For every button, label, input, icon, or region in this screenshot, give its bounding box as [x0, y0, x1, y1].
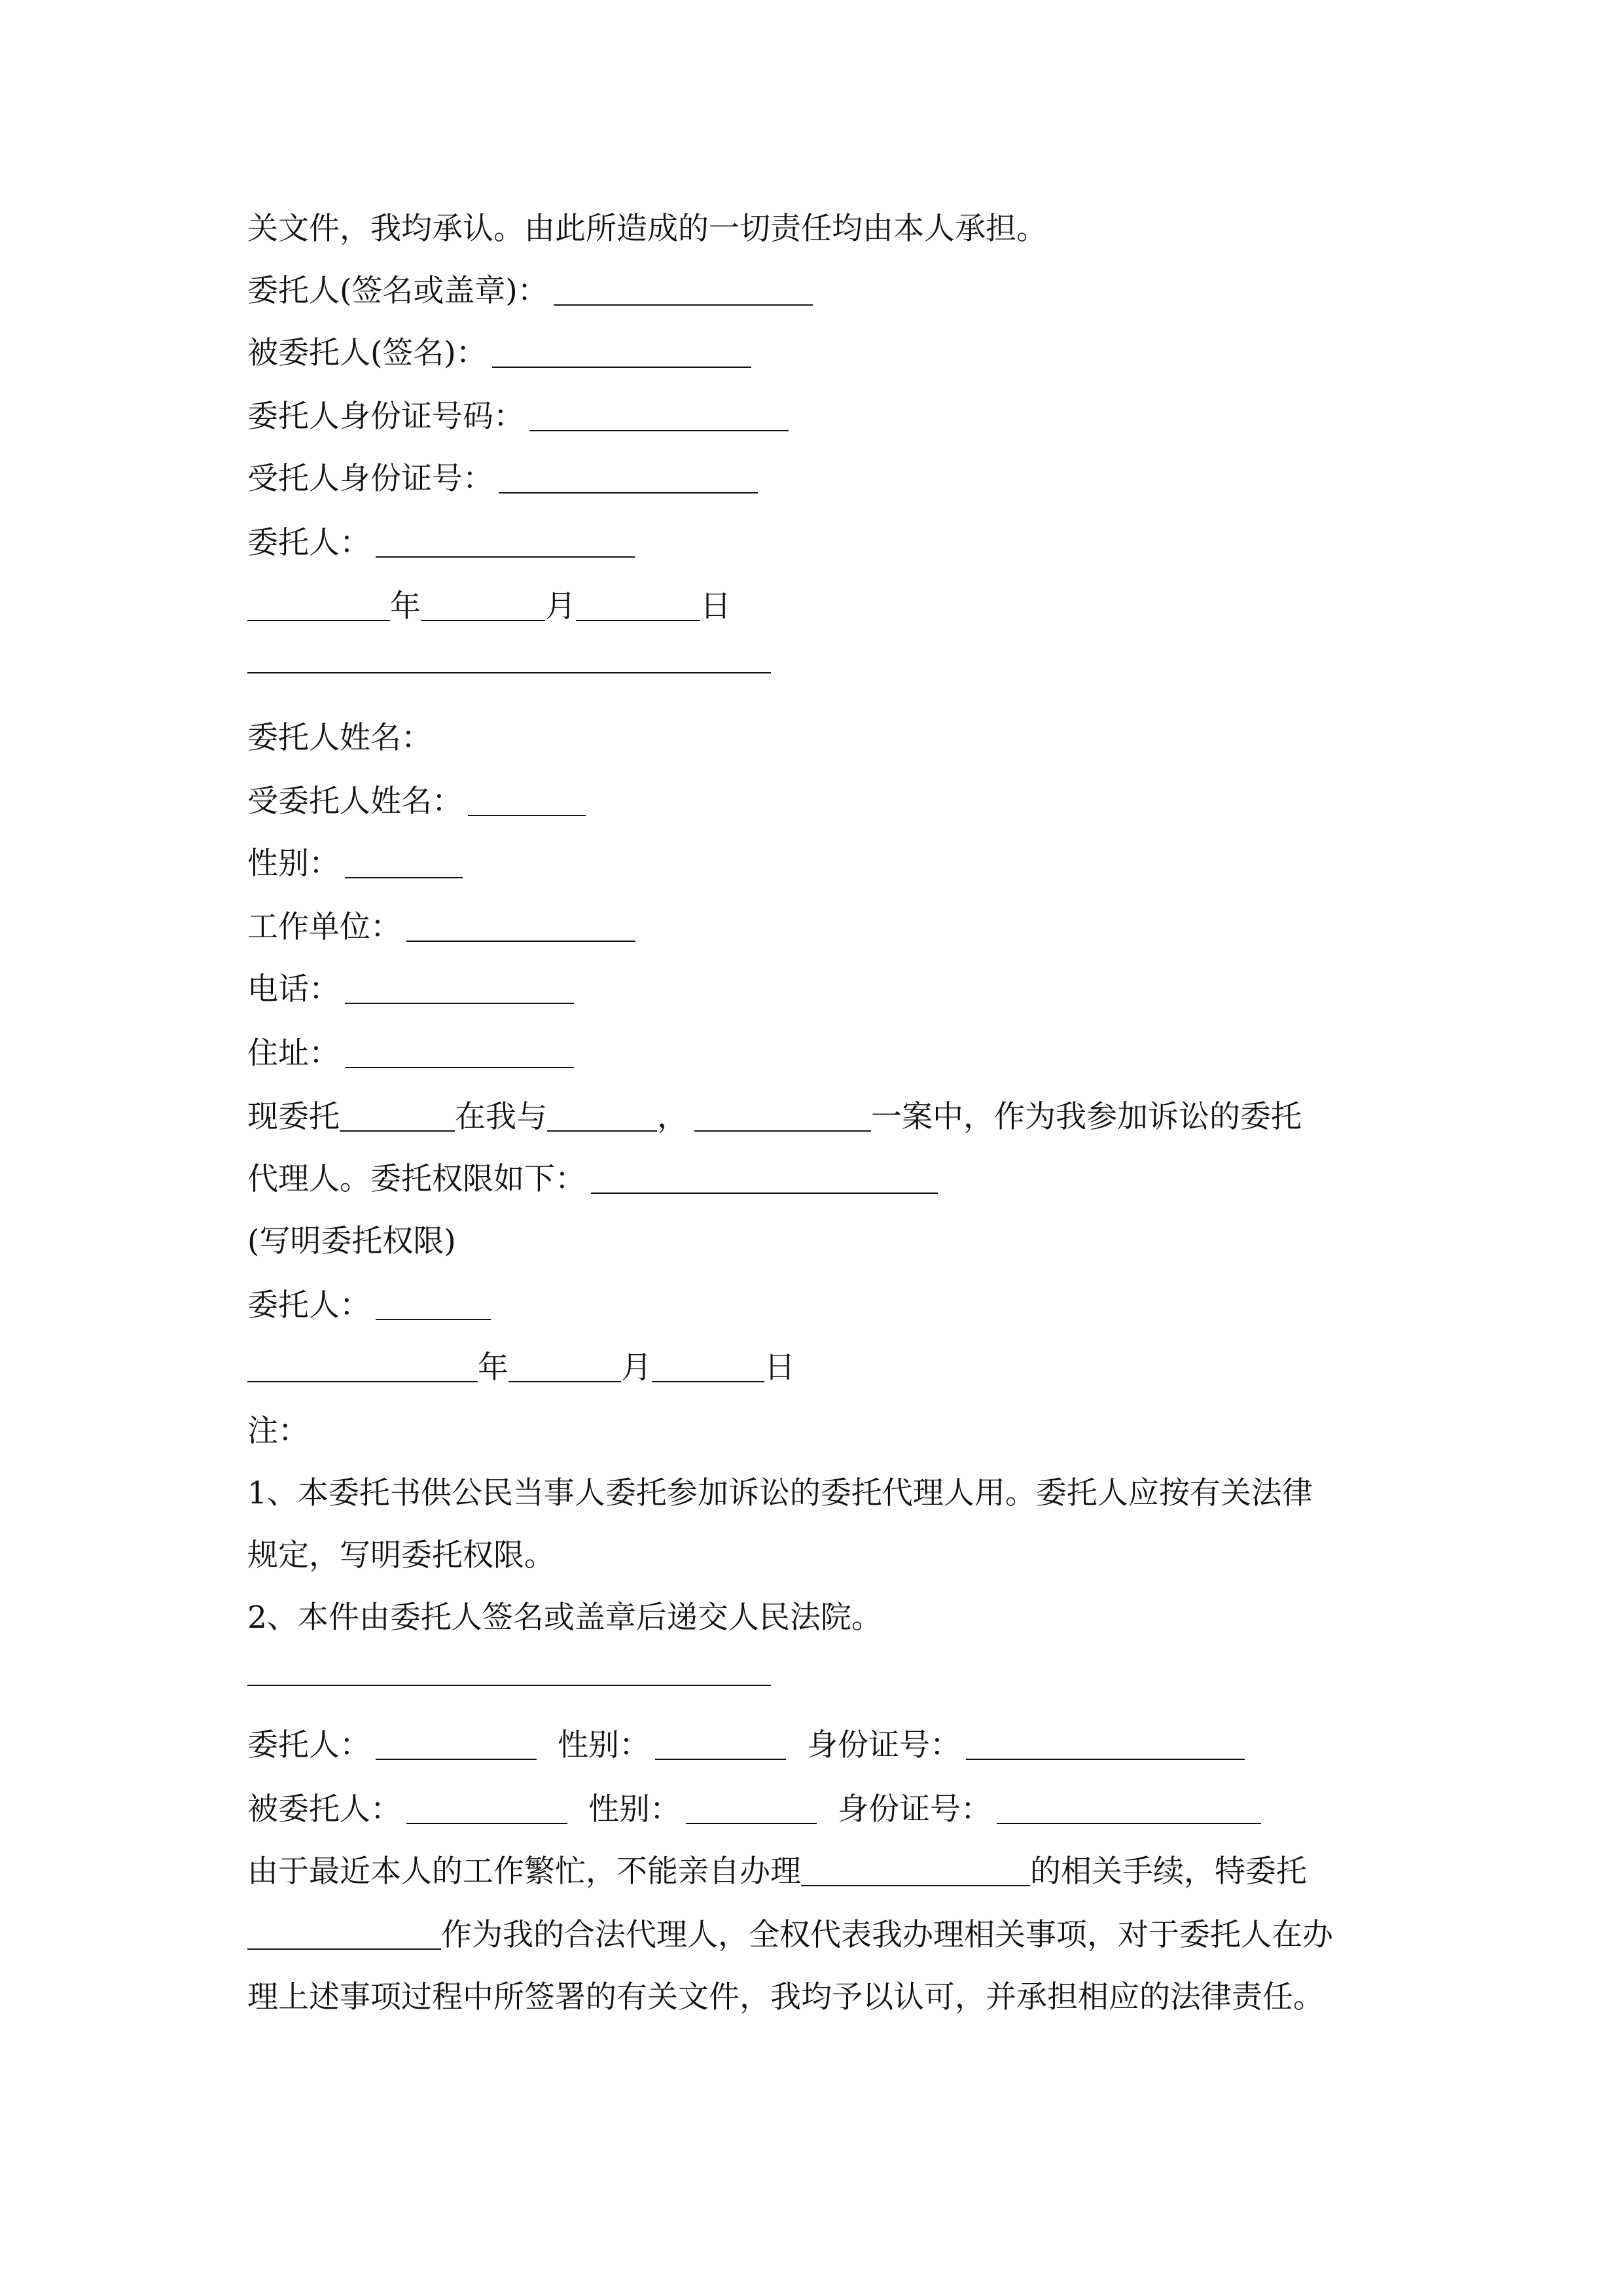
field-label: 电话：	[247, 971, 340, 1007]
form-line-agent-name	[247, 782, 586, 821]
paragraph-text: 在我与	[455, 1099, 547, 1135]
text-line	[247, 1222, 456, 1261]
form-line-entrust	[247, 1098, 1302, 1137]
paragraph-text: (写明委托权限)	[247, 1223, 456, 1259]
id-number-blank[interactable]	[997, 1794, 1261, 1824]
id-number-blank[interactable]	[966, 1730, 1245, 1760]
field-label: 工作单位：	[247, 909, 401, 945]
field-label: 性别：	[247, 846, 340, 882]
paragraph-text: 1、本委托书供公民当事人委托参加诉讼的委托代理人用。委托人应按有关法律	[247, 1475, 1313, 1511]
month-label: 月	[545, 588, 576, 624]
form-line-employer	[247, 908, 635, 947]
year-label: 年	[478, 1350, 508, 1386]
form-line-gender	[247, 844, 463, 884]
form-line-agent-info	[247, 1790, 1261, 1829]
field-label: 受托人身份证号：	[247, 461, 493, 497]
paragraph-text: 理上述事项过程中所签署的有关文件，我均予以认可，并承担相应的法律责任。	[247, 1979, 1324, 2015]
field-label: 受委托人姓名：	[247, 783, 463, 819]
form-line-phone	[247, 970, 574, 1009]
text-line	[247, 1916, 1333, 1955]
year-blank[interactable]	[247, 1352, 478, 1382]
year-label: 年	[390, 588, 421, 624]
address-blank[interactable]	[345, 1038, 574, 1068]
name-blank[interactable]	[468, 786, 586, 816]
date-line	[247, 587, 731, 626]
month-blank[interactable]	[421, 591, 545, 621]
gender-blank[interactable]	[655, 1730, 786, 1760]
paragraph-text: 一案中，作为我参加诉讼的委托	[871, 1099, 1302, 1135]
paragraph-text: 2、本件由委托人签名或盖章后递交人民法院。	[247, 1600, 882, 1636]
form-line-principal-info	[247, 1726, 1245, 1765]
field-label: 被委托人：	[247, 1791, 401, 1827]
signature-blank[interactable]	[554, 276, 813, 306]
phone-blank[interactable]	[345, 974, 574, 1004]
note-item-1	[247, 1474, 1313, 1513]
form-line-authority	[247, 1160, 938, 1199]
paragraph-text: 注：	[247, 1413, 309, 1449]
gender-blank[interactable]	[686, 1794, 817, 1824]
field-label: 委托人：	[247, 1287, 370, 1323]
day-label: 日	[764, 1350, 795, 1386]
paragraph-text: 代理人。委托权限如下：	[247, 1161, 586, 1197]
case-blank[interactable]	[694, 1102, 871, 1132]
form-line-principal-signature	[247, 272, 813, 311]
form-line-principal-name	[247, 719, 432, 758]
id-number-blank[interactable]	[499, 463, 758, 493]
field-label: 身份证号：	[807, 1727, 961, 1763]
authority-blank[interactable]	[591, 1164, 938, 1194]
gender-blank[interactable]	[345, 848, 463, 878]
paragraph-text: 由于最近本人的工作繁忙，不能亲自办理	[247, 1854, 801, 1890]
day-label: 日	[700, 588, 731, 624]
field-label: 身份证号：	[838, 1791, 991, 1827]
name-blank[interactable]	[376, 1290, 491, 1320]
id-number-blank[interactable]	[529, 401, 789, 431]
signature-blank[interactable]	[492, 338, 751, 368]
month-label: 月	[621, 1350, 652, 1386]
field-label: 性别：	[558, 1727, 650, 1763]
field-label: 委托人：	[247, 525, 370, 561]
field-label: 委托人：	[247, 1727, 370, 1763]
text-line	[247, 1852, 1307, 1892]
note-item-2	[247, 1598, 882, 1638]
month-blank[interactable]	[508, 1352, 621, 1382]
text-line	[247, 209, 1047, 249]
form-line-agent-id	[247, 459, 758, 499]
name-blank[interactable]	[376, 1730, 537, 1760]
paragraph-text: 作为我的合法代理人，全权代表我办理相关事项，对于委托人在办	[441, 1917, 1333, 1953]
agent-name-blank[interactable]	[247, 1920, 441, 1950]
matter-blank[interactable]	[801, 1856, 1030, 1886]
form-line-agent-signature	[247, 334, 751, 373]
field-label: 委托人(签名或盖章)：	[247, 273, 548, 309]
form-line-principal	[247, 524, 635, 563]
field-label: 委托人姓名：	[247, 720, 432, 756]
agent-name-blank[interactable]	[340, 1102, 455, 1132]
form-line-address	[247, 1034, 574, 1073]
section-divider	[247, 1685, 771, 1686]
employer-blank[interactable]	[406, 912, 635, 942]
note-heading	[247, 1412, 309, 1451]
name-blank[interactable]	[376, 528, 635, 558]
section-divider	[247, 672, 771, 673]
text-line	[247, 1978, 1324, 2017]
field-label: 住址：	[247, 1035, 340, 1071]
field-label: 被委托人(签名)：	[247, 335, 487, 371]
field-label: 性别：	[588, 1791, 681, 1827]
form-line-principal-id	[247, 397, 789, 437]
paragraph-text: 关文件，我均承认。由此所造成的一切责任均由本人承担。	[247, 211, 1047, 247]
paragraph-text: 的相关手续，特委托	[1030, 1854, 1307, 1890]
date-line	[247, 1348, 795, 1388]
day-blank[interactable]	[576, 591, 700, 621]
form-line-principal-2	[247, 1286, 491, 1325]
year-blank[interactable]	[247, 591, 390, 621]
paragraph-text: 规定，写明委托权限。	[247, 1537, 555, 1573]
note-item-1-cont	[247, 1536, 555, 1575]
opposing-party-blank[interactable]	[547, 1102, 657, 1132]
day-blank[interactable]	[652, 1352, 764, 1382]
name-blank[interactable]	[406, 1794, 567, 1824]
field-label: 委托人身份证号码：	[247, 399, 524, 435]
paragraph-text: 现委托	[247, 1099, 340, 1135]
paragraph-text: ，	[657, 1099, 688, 1135]
